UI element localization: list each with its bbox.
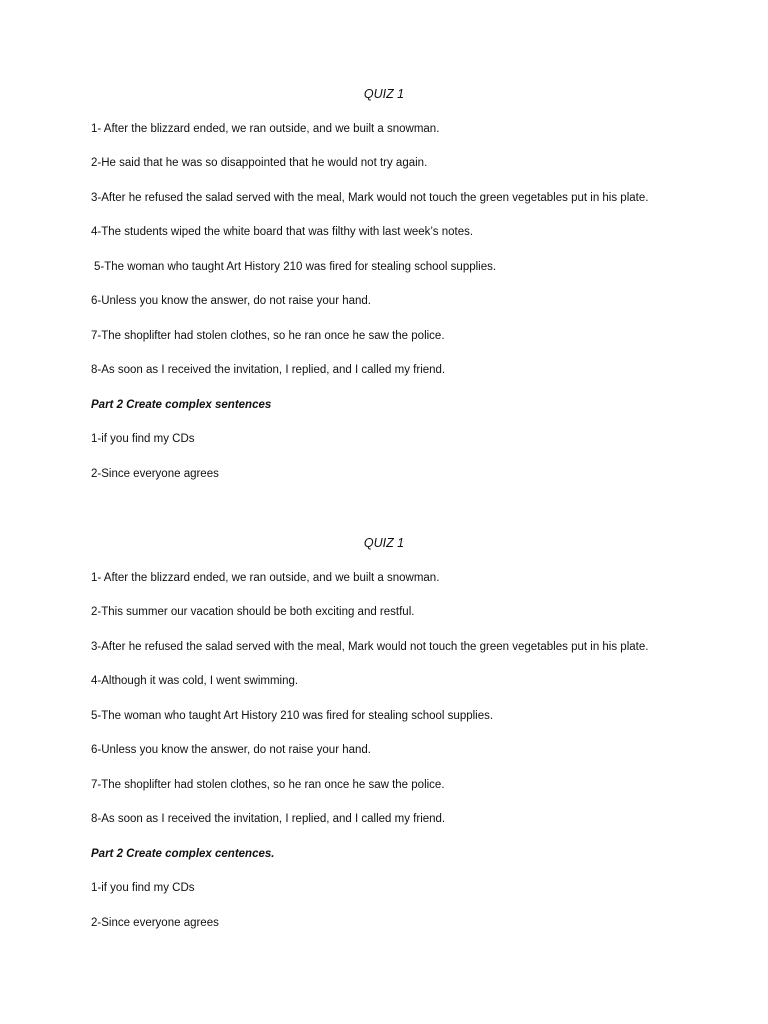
- quiz-sentence-8: 8-As soon as I received the invitation, I replied, and I called my friend.: [91, 813, 446, 825]
- quiz-sentence-1: 1- After the blizzard ended, we ran outside, and we built a snowman.: [91, 122, 440, 135]
- part-2-item-1: 1-if you find my CDs: [91, 882, 195, 894]
- quiz-sentence-5: 5-The woman who taught Art History 210 was fired for stealing school supplies.: [94, 260, 497, 273]
- quiz-sentence-8: 8-As soon as I received the invitation, I replied, and I called my friend.: [91, 364, 446, 376]
- quiz-sentence-6: 6-Unless you know the answer, do not raise your hand.: [91, 744, 371, 756]
- quiz-section-1: [91, 86, 691, 500]
- quiz-sentence-1: 1- After the blizzard ended, we ran outside, and we built a snowman.: [91, 571, 440, 584]
- quiz-sentence-7: 7-The shoplifter had stolen clothes, so he ran once he saw the police.: [91, 329, 445, 342]
- quiz-sentence-6: 6-Unless you know the answer, do not raise your hand.: [91, 295, 371, 307]
- quiz-sentence-2: 2-He said that he was so disappointed that he would not try again.: [91, 157, 428, 169]
- part-2-item-1: 1-if you find my CDs: [91, 433, 195, 445]
- part-2-heading: Part 2 Create complex centences.: [91, 847, 275, 860]
- quiz-sentence-3: 3-After he refused the salad served with the meal, Mark would not touch the green vegetables put in his plate.: [91, 191, 649, 204]
- quiz-sentence-4: 4-The students wiped the white board that was filthy with last week’s notes.: [91, 226, 474, 238]
- part-2-item-2: 2-Since everyone agrees: [91, 467, 219, 480]
- quiz-sentence-5: 5-The woman who taught Art History 210 was fired for stealing school supplies.: [91, 709, 494, 722]
- quiz-title: QUIZ 1: [363, 87, 405, 101]
- quiz-sentence-7: 7-The shoplifter had stolen clothes, so he ran once he saw the police.: [91, 778, 445, 791]
- quiz-sentence-3: 3-After he refused the salad served with the meal, Mark would not touch the green vegetables put in his plate.: [91, 640, 649, 653]
- quiz-section-2: [91, 535, 691, 949]
- quiz-sentence-2: 2-This summer our vacation should be both exciting and restful.: [91, 606, 415, 618]
- part-2-heading: Part 2 Create complex sentences: [91, 398, 272, 411]
- part-2-item-2: 2-Since everyone agrees: [91, 916, 219, 929]
- quiz-sentence-4: 4-Although it was cold, I went swimming.: [91, 675, 299, 687]
- quiz-title: QUIZ 1: [363, 536, 405, 550]
